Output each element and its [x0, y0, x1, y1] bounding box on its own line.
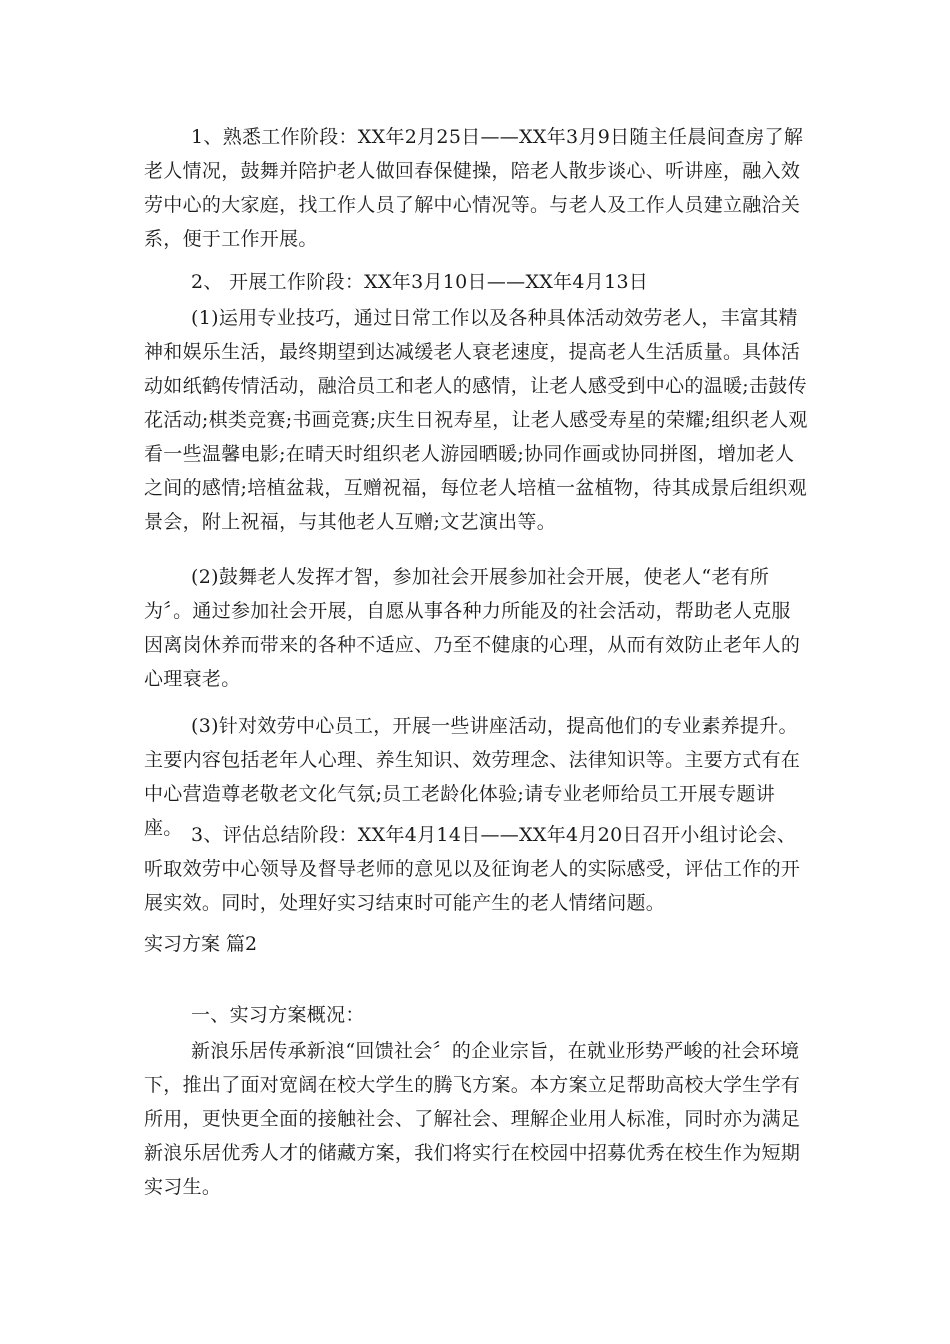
paragraph-stage-1: 1、熟悉工作阶段：XX年2月25日——XX年3月9日随主任晨间查房了解老人情况，鼓舞并陪护老人做回春保健操，陪老人散步谈心、听讲座，融入效劳中心的大家庭，找工作人员了解中心情况等。与老人及工作人员建立融洽关系，便于工作开展。	[144, 126, 804, 250]
paragraph-stage-3: 3、评估总结阶段：XX年4月14日——XX年4月20日召开小组讨论会、听取效劳中心领导及督导老师的意见以及征询老人的实际感受，评估工作的开展实效。同时，处理好实习结束时可能产生的老人情绪问题。	[144, 824, 801, 914]
section-title: 实习方案 篇2	[144, 933, 258, 955]
paragraph-overview-body: 新浪乐居传承新浪“回馈社会〞的企业宗旨，在就业形势严峻的社会环境下，推出了面对宽阔在校大学生的腾飞方案。本方案立足帮助高校大学生学有所用，更快更全面的接触社会、了解社会、理解企业用人标准，同时亦为满足新浪乐居优秀人才的储藏方案，我们将实行在校园中招募优秀在校生作为短期实习生。	[144, 1040, 801, 1198]
paragraph-item-2: (2)鼓舞老人发挥才智，参加社会开展参加社会开展，使老人“老有所为〞。通过参加社会开展，自愿从事各种力所能及的社会活动，帮助老人克服因离岗休养而带来的各种不适应、乃至不健康的心理，从而有效防止老年人的心理衰老。	[144, 566, 801, 690]
paragraph-item-3: (3)针对效劳中心员工，开展一些讲座活动，提高他们的专业素养提升。主要内容包括老年人心理、养生知识、效劳理念、法律知识等。主要方式有在中心营造尊老敬老文化气氛;员工老龄化体验;请专业老师给员工开展专题讲座。	[144, 715, 801, 839]
paragraph-overview-heading: 一、实习方案概况：	[191, 1004, 365, 1026]
paragraph-item-1: (1)运用专业技巧，通过日常工作以及各种具体活动效劳老人，丰富其精神和娱乐生活，最终期望到达减缓老人衰老速度，提高老人生活质量。具体活动如纸鹤传情活动，融洽员工和老人的感情，让老人感受到中心的温暖;击鼓传花活动;棋类竞赛;书画竞赛;庆生日祝寿星，让老人感受寿星的荣耀;组织老人观看一些温馨电影;在晴天时组织老人游园晒暖;协同作画或协同拼图，增加老人之间的感情;培植盆栽，互赠祝福，每位老人培植一盆植物，待其成景后组织观景会，附上祝福，与其他老人互赠;文艺演出等。	[144, 307, 808, 533]
paragraph-stage-2: 2、 开展工作阶段：XX年3月10日——XX年4月13日	[191, 271, 649, 293]
